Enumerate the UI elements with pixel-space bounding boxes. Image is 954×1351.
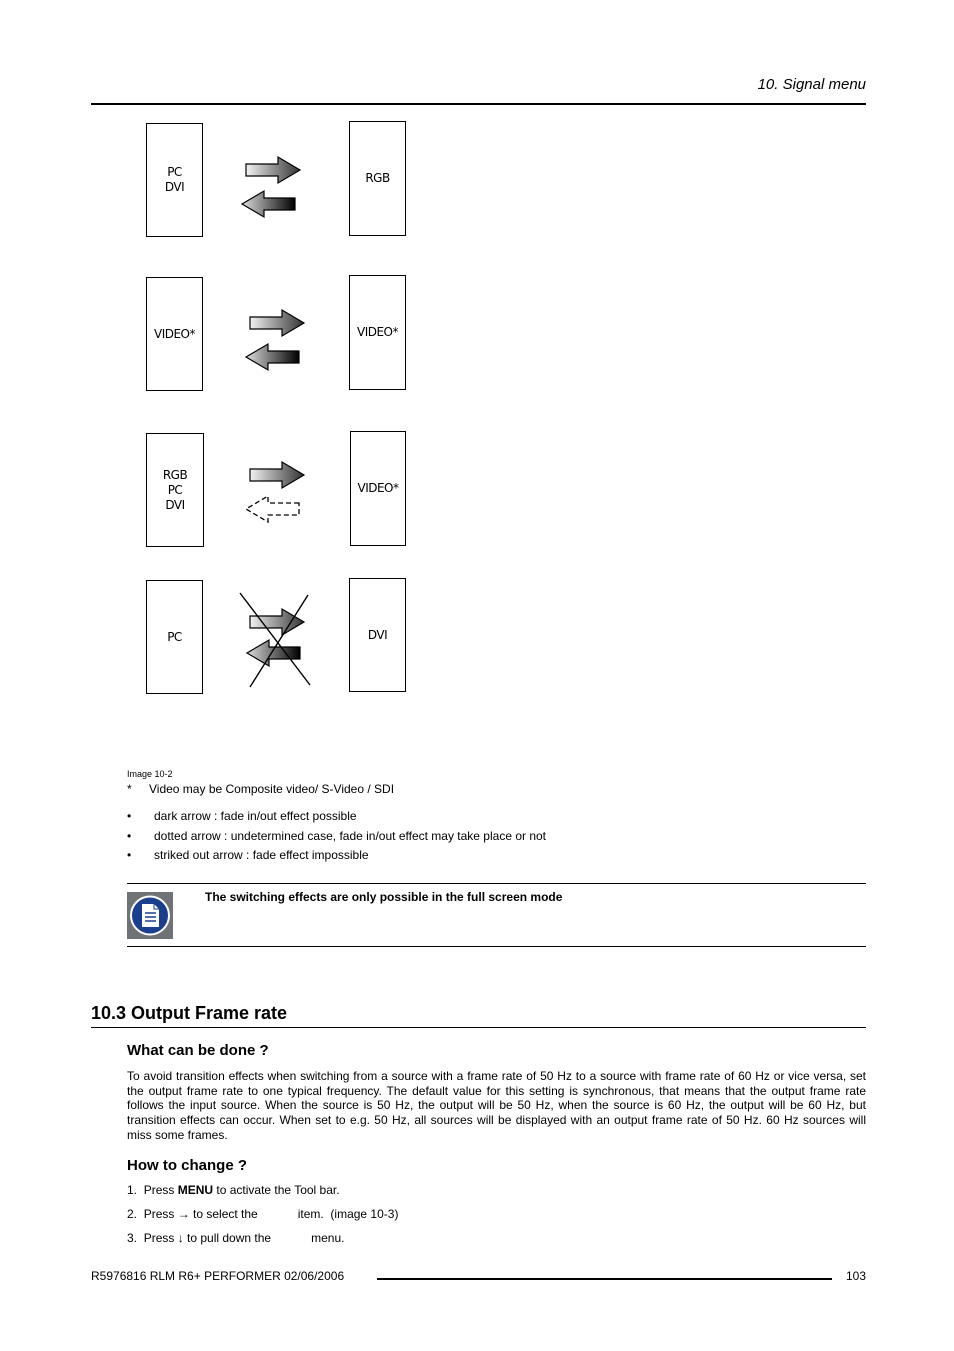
image-caption: Image 10-2	[127, 769, 173, 779]
arrow-pair-icon	[244, 308, 308, 372]
box-left-row-3: RGB PC DVI	[146, 433, 204, 547]
list-item: • dark arrow : fade in/out effect possible	[127, 809, 357, 823]
footnote-marker: *	[127, 782, 132, 796]
section-rule	[91, 1027, 866, 1028]
box-right-row-2: VIDEO*	[349, 275, 406, 390]
footnote-text: Video may be Composite video/ S-Video / SDI	[149, 782, 395, 796]
box-left-row-1: PC DVI	[146, 123, 203, 237]
step-3: 3. Press ↓ to pull down the menu.	[127, 1231, 345, 1245]
subheading-what: What can be done ?	[127, 1042, 269, 1059]
box-right-row-1: RGB	[349, 121, 406, 236]
box-left-row-2: VIDEO*	[146, 277, 203, 391]
subheading-how: How to change ?	[127, 1157, 247, 1174]
footer-doc-id: R5976816 RLM R6+ PERFORMER 02/06/2006	[91, 1269, 345, 1283]
page-number: 103	[845, 1269, 866, 1283]
arrow-pair-icon	[240, 155, 304, 219]
note-rule-top	[127, 883, 866, 884]
box-right-row-3: VIDEO*	[350, 431, 406, 546]
section-title: 10.3 Output Frame rate	[91, 1003, 288, 1023]
step-1: 1. Press MENU to activate the Tool bar.	[127, 1183, 340, 1197]
arrow-struck-out-icon	[238, 591, 314, 687]
note-text: The switching effects are only possible in the full screen mode	[205, 890, 563, 904]
chapter-header: 10. Signal menu	[757, 76, 866, 93]
step-2: 2. Press → to select the item. (image 10-3)	[127, 1207, 399, 1221]
list-item: • dotted arrow : undetermined case, fade in/out effect may take place or not	[127, 828, 547, 843]
note-rule-bottom	[127, 946, 866, 947]
body-paragraph: To avoid transition effects when switching from a source with a frame rate of 50 Hz to a source with frame rate of 60 Hz or vice versa, set the output frame rate to one typical frequency. The default value for this setting is synchronous, that means that the output frame rate follows the input source. When the source is 50 Hz, the output will be 50 Hz, when the source is 60 Hz, the output will be 60 Hz, but transition effects can occur. When set to e.g. 50 Hz, all sources will be displayed with an output frame rate of 50 Hz. 60 Hz sources will miss some frames.	[127, 1069, 866, 1142]
box-right-row-4: DVI	[349, 578, 406, 692]
footnote	[127, 782, 394, 796]
box-left-row-4: PC	[146, 580, 203, 694]
list-item: • striked out arrow : fade effect impossible	[127, 848, 369, 862]
note-icon	[127, 892, 173, 939]
header-rule	[91, 103, 866, 105]
arrow-dotted-icon	[244, 460, 308, 524]
footer-rule	[377, 1278, 832, 1280]
legend-list	[127, 809, 546, 868]
